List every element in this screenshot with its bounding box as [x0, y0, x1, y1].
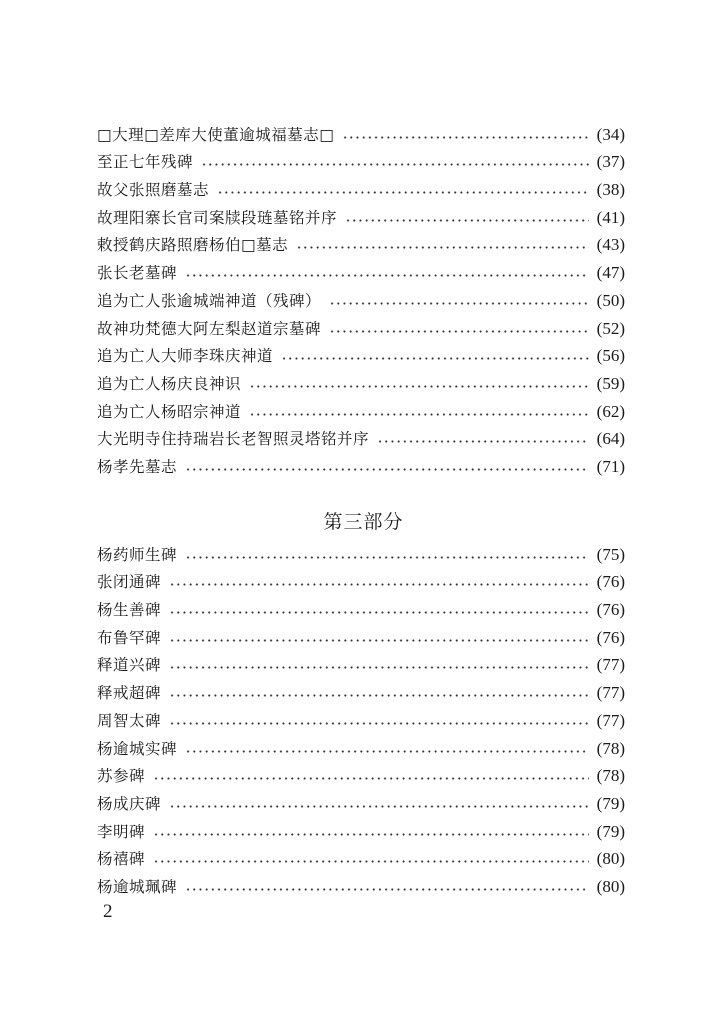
toc-entry[interactable]	[97, 844, 625, 872]
toc-entry-page: (50)	[596, 290, 625, 310]
toc-entry[interactable]	[97, 677, 625, 705]
toc-entry[interactable]	[97, 816, 625, 844]
dot-leader	[377, 440, 589, 443]
dot-leader	[185, 468, 589, 471]
toc-entry[interactable]	[97, 539, 625, 567]
toc-entry-title: 杨逾城珮碑	[97, 877, 178, 896]
dot-leader	[249, 385, 589, 388]
toc-entry[interactable]	[97, 451, 625, 479]
dot-leader	[169, 583, 589, 586]
toc-list-part-a	[97, 119, 625, 479]
toc-entry-title: 故理阳寨长官司案牍段琏墓铭并序	[97, 208, 338, 227]
toc-entry[interactable]	[97, 202, 625, 230]
toc-entry[interactable]	[97, 424, 625, 452]
dot-leader	[342, 136, 588, 139]
toc-entry[interactable]	[97, 341, 625, 369]
dot-leader	[201, 163, 589, 166]
dot-leader	[185, 556, 589, 559]
toc-entry[interactable]	[97, 594, 625, 622]
section-heading: 第三部分	[323, 511, 404, 533]
dot-leader	[185, 888, 589, 891]
toc-entry[interactable]	[97, 788, 625, 816]
toc-entry-page: (38)	[596, 180, 625, 200]
toc-entry[interactable]	[97, 567, 625, 595]
dot-leader	[345, 219, 589, 222]
dot-leader	[185, 274, 589, 277]
toc-entry[interactable]	[97, 733, 625, 761]
dot-leader	[169, 611, 589, 614]
toc-entry-title: 追为亡人大师李珠庆神道	[97, 347, 274, 366]
dot-leader	[329, 302, 589, 305]
dot-leader	[153, 833, 589, 836]
toc-entry-title: 张闭通碑	[97, 573, 162, 592]
toc-entry-page: (75)	[596, 544, 625, 564]
toc-entry-title: 大光明寺住持瑞岩长老智照灵塔铭并序	[97, 430, 370, 449]
toc-entry-page: (79)	[596, 793, 625, 813]
dot-leader	[185, 750, 589, 753]
toc-entry-page: (79)	[596, 821, 625, 841]
toc-entry-title: 释道兴碑	[97, 656, 162, 675]
toc-entry[interactable]	[97, 147, 625, 175]
toc-entry-title: 故父张照磨墓志	[97, 181, 210, 200]
toc-entry-page: (78)	[596, 766, 625, 786]
toc-entry[interactable]	[97, 119, 625, 147]
dot-leader	[329, 330, 589, 333]
toc-entry-title: 杨生善碑	[97, 601, 162, 620]
toc-entry[interactable]	[97, 313, 625, 341]
toc-entry-page: (41)	[596, 207, 625, 227]
toc-entry-page: (76)	[596, 627, 625, 647]
toc-entry-page: (62)	[596, 401, 625, 421]
dot-leader	[281, 357, 589, 360]
toc-entry-title: 释戒超碑	[97, 684, 162, 703]
toc-entry-page: (77)	[596, 683, 625, 703]
dot-leader	[169, 639, 589, 642]
toc-entry-title: 张长老墓碑	[97, 264, 178, 283]
toc-entry[interactable]	[97, 650, 625, 678]
toc-entry[interactable]	[97, 705, 625, 733]
toc-entry-page: (71)	[596, 456, 625, 476]
dot-leader	[169, 694, 589, 697]
toc-entry-page: (56)	[596, 346, 625, 366]
toc-entry-page: (77)	[596, 710, 625, 730]
toc-entry-page: (59)	[596, 373, 625, 393]
dot-leader	[296, 246, 589, 249]
toc-entry[interactable]	[97, 368, 625, 396]
toc-entry[interactable]	[97, 622, 625, 650]
toc-entry-title: 追为亡人杨昭宗神道	[97, 402, 242, 421]
toc-entry-title: 追为亡人张逾城端神道（残碑）	[97, 291, 322, 310]
dot-leader	[169, 805, 589, 808]
toc-entry-page: (76)	[596, 572, 625, 592]
toc-entry-page: (78)	[596, 738, 625, 758]
toc-entry-title: 周智太碑	[97, 711, 162, 730]
toc-entry-title: 杨孝先墓志	[97, 457, 178, 476]
dot-leader	[169, 722, 589, 725]
toc-entry-title: 杨药师生碑	[97, 545, 178, 564]
toc-entry-title: 至正七年残碑	[97, 153, 194, 172]
toc-entry-page: (77)	[596, 655, 625, 675]
toc-entry-title: 追为亡人杨庆良神识	[97, 374, 242, 393]
toc-entry-page: (34)	[596, 124, 625, 144]
toc-entry[interactable]	[97, 761, 625, 789]
toc-entry-page: (64)	[596, 429, 625, 449]
toc-entry-title: 杨成庆碑	[97, 794, 162, 813]
toc-entry-title: 苏参碑	[97, 767, 146, 786]
toc-entry-title: □大理□差库大使董逾城福墓志□	[97, 125, 335, 144]
dot-leader	[169, 666, 589, 669]
toc-entry-title: 布鲁罕碑	[97, 628, 162, 647]
dot-leader	[217, 191, 589, 194]
page-number: 2	[103, 901, 113, 922]
toc-entry[interactable]	[97, 230, 625, 258]
toc-entry-page: (47)	[596, 263, 625, 283]
toc-entry-page: (80)	[596, 876, 625, 896]
toc-list-part-b	[97, 539, 625, 899]
toc-entry-page: (80)	[596, 849, 625, 869]
toc-entry-title: 杨逾城实碑	[97, 739, 178, 758]
toc-entry[interactable]	[97, 174, 625, 202]
dot-leader	[153, 777, 589, 780]
toc-entry-title: 李明碑	[97, 822, 146, 841]
toc-entry-page: (37)	[596, 152, 625, 172]
toc-entry[interactable]	[97, 396, 625, 424]
toc-entry-page: (76)	[596, 600, 625, 620]
toc-entry[interactable]	[97, 871, 625, 899]
toc-entry-page: (43)	[596, 235, 625, 255]
dot-leader	[249, 413, 589, 416]
dot-leader	[153, 860, 589, 863]
toc-entry-title: 故神功梵德大阿左梨赵道宗墓碑	[97, 319, 322, 338]
toc-entry[interactable]	[97, 257, 625, 285]
toc-entry[interactable]	[97, 285, 625, 313]
toc-entry-title: 杨禧碑	[97, 850, 146, 869]
toc-entry-title: 敕授鹤庆路照磨杨伯□墓志	[97, 236, 289, 255]
toc-entry-page: (52)	[596, 318, 625, 338]
